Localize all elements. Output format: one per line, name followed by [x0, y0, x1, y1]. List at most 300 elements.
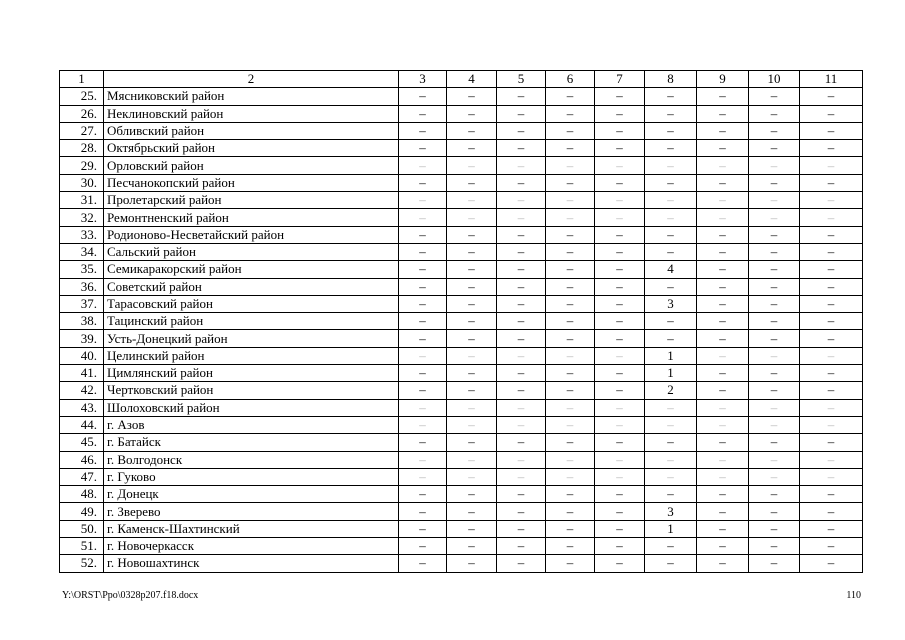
value-cell: – — [645, 157, 697, 174]
table-row — [60, 347, 863, 364]
value-cell: – — [800, 278, 863, 295]
value-cell: – — [749, 434, 800, 451]
value-cell: – — [800, 451, 863, 468]
value-cell: – — [447, 278, 497, 295]
value-cell: – — [697, 347, 749, 364]
table-row — [60, 88, 863, 105]
value-cell: – — [800, 520, 863, 537]
value-cell: – — [800, 365, 863, 382]
table-row — [60, 278, 863, 295]
value-cell: – — [497, 347, 546, 364]
value-cell: – — [497, 174, 546, 191]
row-number: 42. — [60, 382, 104, 399]
column-number-header: 6 — [546, 71, 595, 88]
value-cell: – — [800, 538, 863, 555]
value-cell: – — [546, 399, 595, 416]
value-cell: – — [497, 538, 546, 555]
value-cell: – — [645, 278, 697, 295]
value-cell: – — [546, 365, 595, 382]
row-number: 50. — [60, 520, 104, 537]
value-cell: – — [447, 330, 497, 347]
value-cell: – — [645, 122, 697, 139]
value-cell: – — [645, 399, 697, 416]
district-name: г. Новошахтинск — [104, 555, 399, 572]
value-cell: – — [749, 261, 800, 278]
value-cell: – — [595, 416, 645, 433]
district-statistics-table — [59, 70, 863, 573]
value-cell: – — [595, 486, 645, 503]
table-row — [60, 451, 863, 468]
value-cell: – — [546, 330, 595, 347]
value-cell: – — [749, 555, 800, 572]
row-number: 28. — [60, 140, 104, 157]
value-cell: – — [800, 434, 863, 451]
value-cell: – — [497, 503, 546, 520]
value-cell: 2 — [645, 382, 697, 399]
value-cell: – — [447, 555, 497, 572]
value-cell: – — [497, 278, 546, 295]
row-number: 37. — [60, 295, 104, 312]
value-cell: 1 — [645, 347, 697, 364]
row-number: 47. — [60, 468, 104, 485]
value-cell: – — [595, 330, 645, 347]
value-cell: – — [447, 226, 497, 243]
value-cell: 3 — [645, 503, 697, 520]
row-number: 51. — [60, 538, 104, 555]
column-number-header: 3 — [399, 71, 447, 88]
value-cell: – — [497, 261, 546, 278]
value-cell: – — [399, 468, 447, 485]
value-cell: – — [447, 157, 497, 174]
value-cell: – — [800, 192, 863, 209]
value-cell: – — [749, 468, 800, 485]
value-cell: – — [595, 434, 645, 451]
value-cell: – — [595, 174, 645, 191]
district-name: г. Батайск — [104, 434, 399, 451]
district-name: Тарасовский район — [104, 295, 399, 312]
value-cell: – — [595, 122, 645, 139]
value-cell: – — [399, 174, 447, 191]
district-name: Обливский район — [104, 122, 399, 139]
value-cell: – — [546, 209, 595, 226]
value-cell: – — [497, 88, 546, 105]
value-cell: – — [399, 313, 447, 330]
district-name: Мясниковский район — [104, 88, 399, 105]
value-cell: – — [447, 209, 497, 226]
value-cell: – — [399, 88, 447, 105]
row-number: 32. — [60, 209, 104, 226]
value-cell: – — [800, 555, 863, 572]
district-name: г. Волгодонск — [104, 451, 399, 468]
value-cell: – — [399, 434, 447, 451]
value-cell: – — [595, 399, 645, 416]
value-cell: – — [595, 209, 645, 226]
value-cell: – — [497, 330, 546, 347]
value-cell: – — [497, 416, 546, 433]
value-cell: – — [399, 451, 447, 468]
value-cell: – — [497, 313, 546, 330]
value-cell: – — [595, 503, 645, 520]
table-row — [60, 382, 863, 399]
table-row — [60, 122, 863, 139]
value-cell: – — [595, 157, 645, 174]
value-cell: – — [497, 192, 546, 209]
value-cell: – — [595, 538, 645, 555]
value-cell: – — [645, 451, 697, 468]
value-cell: – — [546, 278, 595, 295]
value-cell: – — [645, 313, 697, 330]
value-cell: – — [497, 434, 546, 451]
value-cell: – — [645, 140, 697, 157]
value-cell: – — [697, 261, 749, 278]
value-cell: – — [749, 538, 800, 555]
value-cell: – — [399, 330, 447, 347]
value-cell: – — [546, 140, 595, 157]
table-row — [60, 261, 863, 278]
value-cell: – — [800, 486, 863, 503]
value-cell: – — [645, 88, 697, 105]
value-cell: – — [447, 382, 497, 399]
value-cell: – — [645, 555, 697, 572]
value-cell: – — [749, 503, 800, 520]
value-cell: – — [546, 520, 595, 537]
value-cell: – — [749, 243, 800, 260]
value-cell: – — [447, 347, 497, 364]
column-number-header: 9 — [697, 71, 749, 88]
value-cell: – — [749, 451, 800, 468]
value-cell: 3 — [645, 295, 697, 312]
value-cell: – — [546, 122, 595, 139]
column-number-header: 7 — [595, 71, 645, 88]
value-cell: – — [697, 399, 749, 416]
value-cell: – — [447, 468, 497, 485]
table-row — [60, 295, 863, 312]
table-row — [60, 468, 863, 485]
value-cell: – — [546, 451, 595, 468]
value-cell: – — [447, 503, 497, 520]
value-cell: – — [399, 347, 447, 364]
value-cell: – — [595, 261, 645, 278]
table-row — [60, 555, 863, 572]
table-row — [60, 399, 863, 416]
district-name: г. Донецк — [104, 486, 399, 503]
district-name: Семикаракорский район — [104, 261, 399, 278]
value-cell: – — [800, 399, 863, 416]
district-name: Чертковский район — [104, 382, 399, 399]
value-cell: – — [800, 416, 863, 433]
row-number: 40. — [60, 347, 104, 364]
table-row — [60, 209, 863, 226]
row-number: 35. — [60, 261, 104, 278]
value-cell: – — [497, 157, 546, 174]
value-cell: – — [645, 468, 697, 485]
value-cell: – — [749, 365, 800, 382]
value-cell: – — [595, 140, 645, 157]
value-cell: – — [399, 486, 447, 503]
value-cell: – — [447, 243, 497, 260]
value-cell: – — [546, 157, 595, 174]
row-number: 36. — [60, 278, 104, 295]
value-cell: – — [697, 122, 749, 139]
value-cell: – — [595, 555, 645, 572]
value-cell: – — [497, 243, 546, 260]
value-cell: – — [447, 486, 497, 503]
value-cell: – — [645, 434, 697, 451]
value-cell: – — [546, 192, 595, 209]
value-cell: – — [399, 226, 447, 243]
row-number: 25. — [60, 88, 104, 105]
value-cell: – — [399, 105, 447, 122]
value-cell: – — [399, 538, 447, 555]
table-row — [60, 243, 863, 260]
value-cell: 1 — [645, 520, 697, 537]
value-cell: – — [749, 140, 800, 157]
value-cell: – — [399, 261, 447, 278]
value-cell: – — [749, 88, 800, 105]
value-cell: – — [595, 468, 645, 485]
value-cell: – — [546, 382, 595, 399]
value-cell: – — [697, 486, 749, 503]
value-cell: – — [447, 313, 497, 330]
value-cell: – — [697, 88, 749, 105]
district-name: Родионово-Несветайский район — [104, 226, 399, 243]
table-row — [60, 330, 863, 347]
value-cell: – — [497, 140, 546, 157]
value-cell: – — [595, 243, 645, 260]
value-cell: – — [697, 365, 749, 382]
value-cell: – — [749, 192, 800, 209]
district-name: Сальский район — [104, 243, 399, 260]
value-cell: – — [399, 295, 447, 312]
row-number: 48. — [60, 486, 104, 503]
value-cell: – — [645, 226, 697, 243]
value-cell: – — [497, 399, 546, 416]
value-cell: – — [697, 503, 749, 520]
value-cell: – — [800, 503, 863, 520]
value-cell: – — [399, 416, 447, 433]
value-cell: – — [697, 278, 749, 295]
value-cell: – — [697, 313, 749, 330]
district-name: г. Новочеркасск — [104, 538, 399, 555]
value-cell: – — [546, 295, 595, 312]
row-number: 27. — [60, 122, 104, 139]
table-row — [60, 313, 863, 330]
value-cell: 4 — [645, 261, 697, 278]
value-cell: – — [399, 157, 447, 174]
value-cell: – — [447, 416, 497, 433]
value-cell: – — [497, 295, 546, 312]
value-cell: – — [546, 313, 595, 330]
table-row — [60, 416, 863, 433]
value-cell: – — [497, 226, 546, 243]
row-number: 52. — [60, 555, 104, 572]
district-name: г. Азов — [104, 416, 399, 433]
value-cell: – — [595, 226, 645, 243]
value-cell: – — [497, 468, 546, 485]
value-cell: – — [497, 451, 546, 468]
value-cell: – — [749, 209, 800, 226]
value-cell: – — [399, 140, 447, 157]
value-cell: – — [645, 330, 697, 347]
value-cell: – — [800, 330, 863, 347]
value-cell: – — [697, 538, 749, 555]
value-cell: – — [595, 382, 645, 399]
value-cell: – — [447, 538, 497, 555]
value-cell: – — [697, 174, 749, 191]
value-cell: – — [800, 468, 863, 485]
value-cell: – — [497, 122, 546, 139]
table-row — [60, 174, 863, 191]
value-cell: – — [447, 174, 497, 191]
value-cell: – — [546, 486, 595, 503]
value-cell: – — [697, 434, 749, 451]
value-cell: – — [800, 122, 863, 139]
value-cell: – — [595, 365, 645, 382]
value-cell: – — [749, 122, 800, 139]
row-number: 44. — [60, 416, 104, 433]
value-cell: – — [546, 555, 595, 572]
row-number: 29. — [60, 157, 104, 174]
value-cell: – — [546, 347, 595, 364]
value-cell: – — [546, 434, 595, 451]
row-number: 41. — [60, 365, 104, 382]
value-cell: – — [447, 399, 497, 416]
row-number: 45. — [60, 434, 104, 451]
value-cell: – — [697, 382, 749, 399]
row-number: 46. — [60, 451, 104, 468]
row-number: 34. — [60, 243, 104, 260]
value-cell: – — [749, 313, 800, 330]
value-cell: – — [697, 157, 749, 174]
value-cell: – — [595, 88, 645, 105]
district-name: г. Гуково — [104, 468, 399, 485]
table-row — [60, 192, 863, 209]
district-name: Неклиновский район — [104, 105, 399, 122]
value-cell: – — [399, 122, 447, 139]
value-cell: – — [546, 503, 595, 520]
value-cell: – — [800, 295, 863, 312]
value-cell: – — [800, 157, 863, 174]
value-cell: – — [447, 295, 497, 312]
value-cell: – — [399, 399, 447, 416]
value-cell: – — [595, 347, 645, 364]
value-cell: – — [447, 451, 497, 468]
district-name: Пролетарский район — [104, 192, 399, 209]
value-cell: – — [497, 382, 546, 399]
value-cell: – — [749, 486, 800, 503]
value-cell: – — [447, 434, 497, 451]
value-cell: – — [749, 278, 800, 295]
value-cell: 1 — [645, 365, 697, 382]
value-cell: – — [800, 347, 863, 364]
district-name: Орловский район — [104, 157, 399, 174]
column-number-header: 10 — [749, 71, 800, 88]
value-cell: – — [645, 486, 697, 503]
row-number: 33. — [60, 226, 104, 243]
value-cell: – — [595, 295, 645, 312]
value-cell: – — [749, 520, 800, 537]
value-cell: – — [645, 243, 697, 260]
footer-page-number: 110 — [846, 590, 861, 601]
district-name: Октябрьский район — [104, 140, 399, 157]
value-cell: – — [546, 416, 595, 433]
value-cell: – — [399, 503, 447, 520]
value-cell: – — [399, 209, 447, 226]
value-cell: – — [595, 451, 645, 468]
table-header-row — [60, 71, 863, 88]
value-cell: – — [697, 295, 749, 312]
value-cell: – — [447, 88, 497, 105]
value-cell: – — [595, 520, 645, 537]
column-number-header: 2 — [104, 71, 399, 88]
value-cell: – — [697, 451, 749, 468]
value-cell: – — [697, 243, 749, 260]
value-cell: – — [546, 226, 595, 243]
value-cell: – — [800, 261, 863, 278]
value-cell: – — [645, 416, 697, 433]
value-cell: – — [546, 261, 595, 278]
value-cell: – — [497, 365, 546, 382]
value-cell: – — [749, 105, 800, 122]
value-cell: – — [399, 520, 447, 537]
district-name: Целинский район — [104, 347, 399, 364]
column-number-header: 4 — [447, 71, 497, 88]
value-cell: – — [447, 192, 497, 209]
value-cell: – — [546, 174, 595, 191]
value-cell: – — [595, 192, 645, 209]
value-cell: – — [749, 295, 800, 312]
value-cell: – — [749, 157, 800, 174]
table-row — [60, 538, 863, 555]
column-number-header: 8 — [645, 71, 697, 88]
value-cell: – — [645, 174, 697, 191]
value-cell: – — [749, 399, 800, 416]
value-cell: – — [546, 538, 595, 555]
table-row — [60, 486, 863, 503]
column-number-header: 5 — [497, 71, 546, 88]
district-name: Тацинский район — [104, 313, 399, 330]
value-cell: – — [447, 122, 497, 139]
table-row — [60, 105, 863, 122]
row-number: 39. — [60, 330, 104, 347]
value-cell: – — [697, 105, 749, 122]
district-name: Советский район — [104, 278, 399, 295]
value-cell: – — [697, 209, 749, 226]
table-row — [60, 520, 863, 537]
value-cell: – — [546, 468, 595, 485]
district-name: Усть-Донецкий район — [104, 330, 399, 347]
district-name: г. Каменск-Шахтинский — [104, 520, 399, 537]
value-cell: – — [800, 174, 863, 191]
table-row — [60, 365, 863, 382]
row-number: 43. — [60, 399, 104, 416]
value-cell: – — [800, 88, 863, 105]
district-name: Цимлянский район — [104, 365, 399, 382]
value-cell: – — [645, 192, 697, 209]
value-cell: – — [399, 382, 447, 399]
value-cell: – — [800, 226, 863, 243]
value-cell: – — [749, 382, 800, 399]
value-cell: – — [749, 330, 800, 347]
value-cell: – — [447, 520, 497, 537]
row-number: 49. — [60, 503, 104, 520]
district-name: Шолоховский район — [104, 399, 399, 416]
district-name: Песчанокопский район — [104, 174, 399, 191]
value-cell: – — [595, 278, 645, 295]
value-cell: – — [447, 261, 497, 278]
value-cell: – — [497, 520, 546, 537]
table-row — [60, 503, 863, 520]
